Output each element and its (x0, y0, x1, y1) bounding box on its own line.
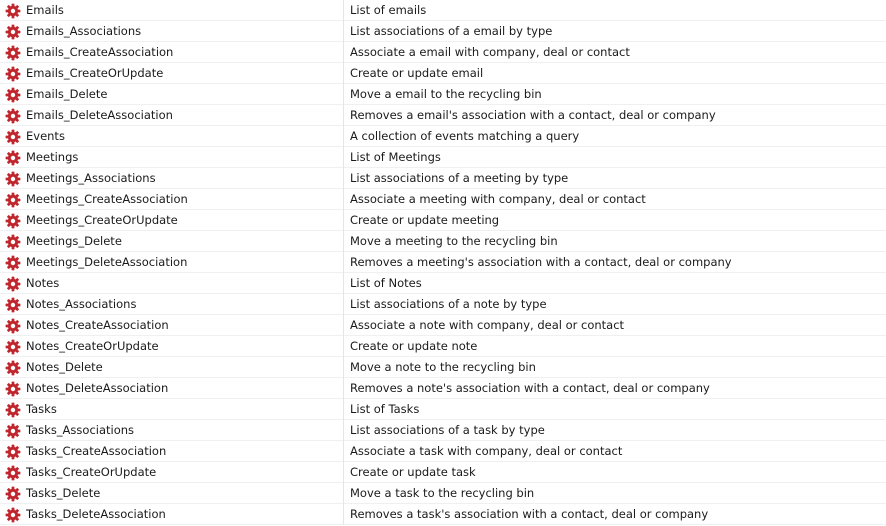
procedure-name-cell[interactable] (0, 420, 344, 441)
procedure-name: Events (26, 129, 65, 143)
gear-icon (5, 45, 21, 61)
procedure-description-cell[interactable] (345, 294, 886, 315)
procedure-description: Associate a task with company, deal or contact (350, 444, 623, 458)
procedure-description: List of Meetings (350, 150, 441, 164)
procedure-name: Emails_Delete (26, 87, 108, 101)
gear-icon (5, 486, 21, 502)
gear-icon (5, 255, 21, 271)
gear-icon (5, 318, 21, 334)
table-row[interactable] (0, 336, 886, 357)
procedure-description: List associations of a note by type (350, 297, 547, 311)
procedure-name: Meetings (26, 150, 79, 164)
procedure-name: Emails_CreateAssociation (26, 45, 174, 59)
procedure-name-cell[interactable] (0, 189, 344, 210)
procedure-name: Notes_CreateOrUpdate (26, 339, 159, 353)
table-row[interactable] (0, 0, 886, 21)
procedure-description-cell[interactable] (345, 21, 886, 42)
procedure-description-cell[interactable] (345, 273, 886, 294)
gear-icon (5, 3, 21, 19)
gear-icon (5, 66, 21, 82)
procedure-name: Tasks_CreateAssociation (26, 444, 167, 458)
procedure-description: Associate a email with company, deal or contact (350, 45, 630, 59)
procedure-name: Emails (26, 3, 64, 17)
table-row[interactable] (0, 63, 886, 84)
procedure-description-cell[interactable] (345, 84, 886, 105)
gear-icon (5, 192, 21, 208)
procedure-name: Meetings_DeleteAssociation (26, 255, 188, 269)
procedure-description-cell[interactable] (345, 420, 886, 441)
procedure-name-cell[interactable] (0, 84, 344, 105)
procedure-name: Notes (26, 276, 60, 290)
procedure-description: Move a task to the recycling bin (350, 486, 535, 500)
procedure-description-cell[interactable] (345, 210, 886, 231)
procedure-name-cell[interactable] (0, 399, 344, 420)
procedure-name: Meetings_Associations (26, 171, 156, 185)
procedure-name: Tasks_DeleteAssociation (26, 507, 166, 521)
procedure-description-cell[interactable] (345, 252, 886, 273)
procedure-description-cell[interactable] (345, 504, 886, 525)
procedure-description: List associations of a email by type (350, 24, 553, 38)
procedure-description: Associate a note with company, deal or contact (350, 318, 625, 332)
procedure-description: Removes a meeting's association with a contact, deal or company (350, 255, 732, 269)
procedure-name-cell[interactable] (0, 378, 344, 399)
procedure-description-cell[interactable] (345, 336, 886, 357)
procedure-name: Notes_CreateAssociation (26, 318, 169, 332)
procedure-description: A collection of events matching a query (350, 129, 580, 143)
procedure-description: List associations of a task by type (350, 423, 545, 437)
procedure-description: Create or update task (350, 465, 476, 479)
table-row[interactable] (0, 294, 886, 315)
procedure-description-cell[interactable] (345, 399, 886, 420)
table-row[interactable] (0, 273, 886, 294)
table-row[interactable] (0, 483, 886, 504)
gear-icon (5, 129, 21, 145)
table-row[interactable] (0, 42, 886, 63)
procedure-description: List of emails (350, 3, 427, 17)
table-row[interactable] (0, 399, 886, 420)
procedure-name-cell[interactable] (0, 483, 344, 504)
table-row[interactable] (0, 189, 886, 210)
table-row[interactable] (0, 84, 886, 105)
procedure-description: List of Notes (350, 276, 422, 290)
gear-icon (5, 402, 21, 418)
procedure-description-cell[interactable] (345, 147, 886, 168)
procedure-description-cell[interactable] (345, 378, 886, 399)
table-row[interactable] (0, 441, 886, 462)
procedure-name-cell[interactable] (0, 168, 344, 189)
table-row[interactable] (0, 210, 886, 231)
gear-icon (5, 24, 21, 40)
procedure-name-cell[interactable] (0, 147, 344, 168)
procedure-description: Create or update note (350, 339, 478, 353)
table-row[interactable] (0, 252, 886, 273)
table-row[interactable] (0, 420, 886, 441)
procedure-name-cell[interactable] (0, 231, 344, 252)
procedure-description-cell[interactable] (345, 357, 886, 378)
gear-icon (5, 444, 21, 460)
table-row[interactable] (0, 462, 886, 483)
procedure-name-cell[interactable] (0, 42, 344, 63)
gear-icon (5, 339, 21, 355)
procedure-description: Removes a note's association with a contact, deal or company (350, 381, 710, 395)
gear-icon (5, 213, 21, 229)
table-row[interactable] (0, 231, 886, 252)
procedure-name: Notes_Delete (26, 360, 103, 374)
procedure-name-cell[interactable] (0, 336, 344, 357)
procedure-name: Tasks (26, 402, 57, 416)
gear-icon (5, 465, 21, 481)
procedure-description-cell[interactable] (345, 189, 886, 210)
gear-icon (5, 276, 21, 292)
procedure-description: Associate a meeting with company, deal or contact (350, 192, 646, 206)
procedure-description-cell[interactable] (345, 168, 886, 189)
procedure-name-cell[interactable] (0, 210, 344, 231)
procedure-name: Tasks_CreateOrUpdate (26, 465, 157, 479)
procedure-description-cell[interactable] (345, 42, 886, 63)
procedure-description: Move a email to the recycling bin (350, 87, 542, 101)
procedure-name: Meetings_CreateAssociation (26, 192, 188, 206)
procedure-name-cell[interactable] (0, 273, 344, 294)
gear-icon (5, 381, 21, 397)
gear-icon (5, 108, 21, 124)
procedure-description-cell[interactable] (345, 441, 886, 462)
procedure-description-cell[interactable] (345, 315, 886, 336)
procedure-name-cell[interactable] (0, 441, 344, 462)
procedure-description: Create or update meeting (350, 213, 500, 227)
gear-icon (5, 171, 21, 187)
procedure-description: List associations of a meeting by type (350, 171, 569, 185)
procedure-description-cell[interactable] (345, 105, 886, 126)
procedure-name-cell[interactable] (0, 105, 344, 126)
procedure-description: Removes a email's association with a contact, deal or company (350, 108, 716, 122)
table-row[interactable] (0, 126, 886, 147)
procedure-name-cell[interactable] (0, 252, 344, 273)
gear-icon (5, 360, 21, 376)
procedure-name: Tasks_Associations (26, 423, 135, 437)
gear-icon (5, 423, 21, 439)
procedure-description: Move a note to the recycling bin (350, 360, 536, 374)
table-row[interactable] (0, 378, 886, 399)
table-row[interactable] (0, 357, 886, 378)
gear-icon (5, 234, 21, 250)
procedure-name: Notes_DeleteAssociation (26, 381, 169, 395)
gear-icon (5, 150, 21, 166)
table-row[interactable] (0, 105, 886, 126)
gear-icon (5, 297, 21, 313)
procedure-description: List of Tasks (350, 402, 420, 416)
table-row[interactable] (0, 147, 886, 168)
procedure-description-cell[interactable] (345, 483, 886, 504)
procedure-name-cell[interactable] (0, 294, 344, 315)
table-row[interactable] (0, 315, 886, 336)
procedure-description-cell[interactable] (345, 63, 886, 84)
procedure-name-cell[interactable] (0, 504, 344, 525)
procedure-description-cell[interactable] (345, 126, 886, 147)
procedure-description-cell[interactable] (345, 231, 886, 252)
procedure-name-cell[interactable] (0, 462, 344, 483)
procedure-name: Meetings_CreateOrUpdate (26, 213, 178, 227)
table-row[interactable] (0, 504, 886, 525)
procedure-description: Create or update email (350, 66, 484, 80)
procedure-description-cell[interactable] (345, 0, 886, 21)
procedure-name-cell[interactable] (0, 315, 344, 336)
procedure-name-cell[interactable] (0, 0, 344, 21)
table-row[interactable] (0, 21, 886, 42)
procedure-description: Removes a task's association with a contact, deal or company (350, 507, 709, 521)
procedure-description: Move a meeting to the recycling bin (350, 234, 558, 248)
procedure-name: Meetings_Delete (26, 234, 122, 248)
procedure-name: Emails_DeleteAssociation (26, 108, 173, 122)
procedure-name: Tasks_Delete (26, 486, 101, 500)
procedure-description-cell[interactable] (345, 462, 886, 483)
gear-icon (5, 507, 21, 523)
table-row[interactable] (0, 168, 886, 189)
procedure-name-cell[interactable] (0, 63, 344, 84)
procedure-name-cell[interactable] (0, 126, 344, 147)
procedure-name: Emails_Associations (26, 24, 142, 38)
procedure-name: Notes_Associations (26, 297, 137, 311)
procedure-name: Emails_CreateOrUpdate (26, 66, 164, 80)
procedure-name-cell[interactable] (0, 21, 344, 42)
gear-icon (5, 87, 21, 103)
procedure-name-cell[interactable] (0, 357, 344, 378)
